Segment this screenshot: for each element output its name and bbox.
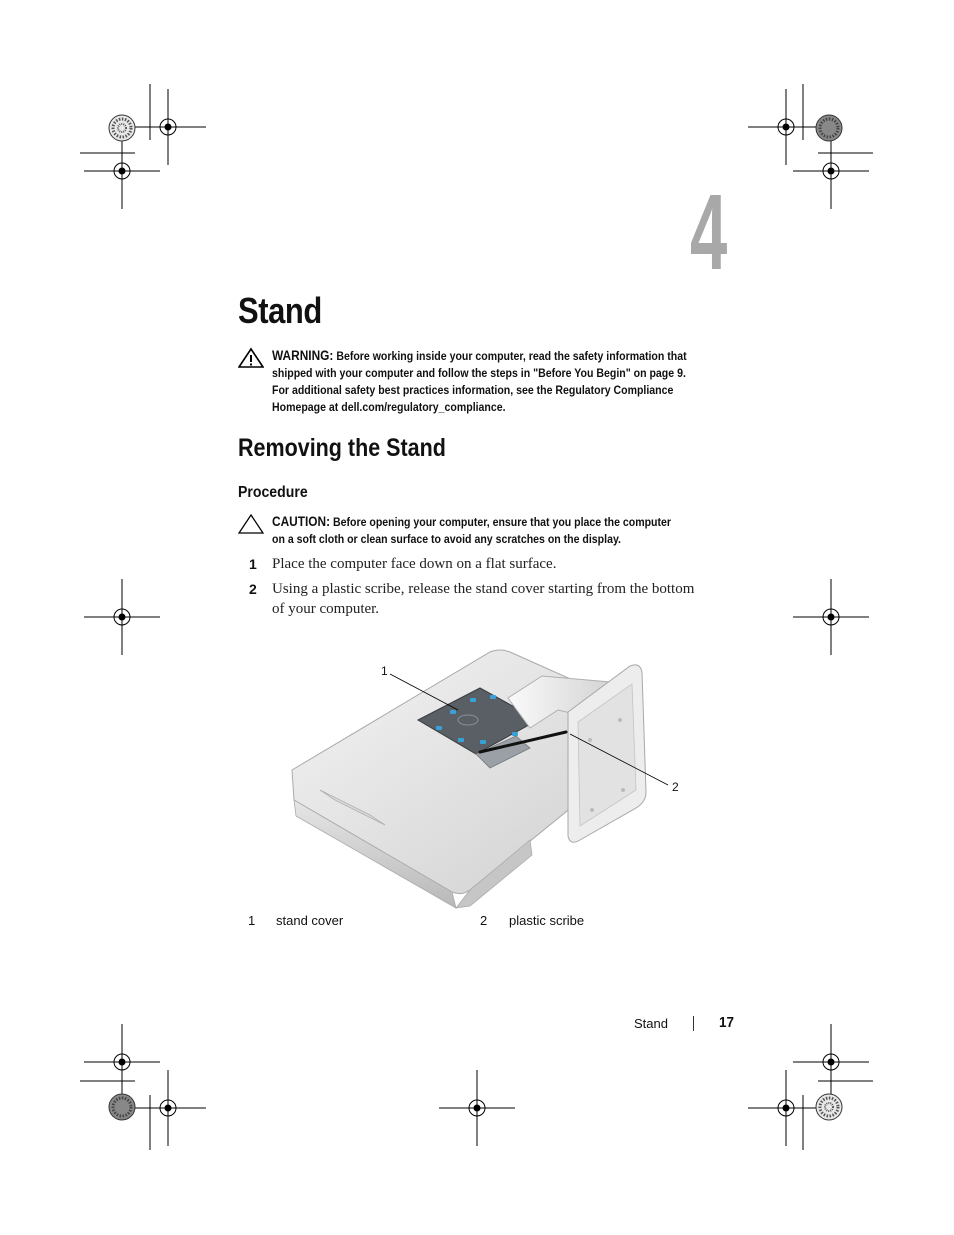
chapter-title: Stand (238, 290, 322, 331)
caution-line-1: Before opening your computer, ensure that you place the computer (333, 515, 672, 529)
page-number: 17 (719, 1014, 735, 1031)
warning-line-3: For additional safety best practices information, see the Regulatory Compliance (272, 383, 674, 397)
caution-label: CAUTION: (272, 514, 331, 529)
step-text: Using a plastic scribe, release the stand cover starting from the bottom (272, 581, 695, 597)
registration-star-icon (109, 115, 135, 141)
legend-number: 1 (248, 913, 256, 928)
subsection-title: Procedure (238, 484, 308, 501)
legend-label: plastic scribe (509, 913, 585, 928)
caution-triangle-icon (238, 513, 264, 535)
section-title: Removing the Stand (238, 434, 446, 462)
step-number: 1 (249, 556, 257, 572)
step-item (249, 579, 729, 619)
crosshair-mark-icon (130, 89, 206, 165)
warning-triangle-icon (238, 347, 264, 369)
step-item (249, 554, 729, 574)
footer-divider (693, 1016, 694, 1031)
figure-callout-1: 1 (381, 664, 388, 678)
warning-line-4: Homepage at dell.com/regulatory_compliance. (272, 400, 506, 414)
legend-label: stand cover (276, 913, 344, 928)
footer-section-name: Stand (634, 1016, 668, 1031)
warning-line-1: Before working inside your computer, read the safety information that (336, 349, 687, 363)
step-text: of your computer. (272, 601, 380, 617)
caution-note (238, 513, 736, 548)
legend-number: 2 (480, 913, 488, 928)
warning-label: WARNING: (272, 348, 334, 363)
step-text: Place the computer face down on a flat surface. (272, 556, 557, 572)
warning-line-2: shipped with your computer and follow the steps in "Before You Begin" on page 9. (272, 366, 686, 380)
caution-line-2: on a soft cloth or clean surface to avoid any scratches on the display. (272, 532, 621, 546)
figure-callout-2: 2 (672, 780, 679, 794)
warning-note (238, 347, 736, 416)
step-number: 2 (249, 581, 257, 597)
stand-removal-illustration (280, 640, 690, 910)
chapter-number: 4 (690, 171, 728, 292)
